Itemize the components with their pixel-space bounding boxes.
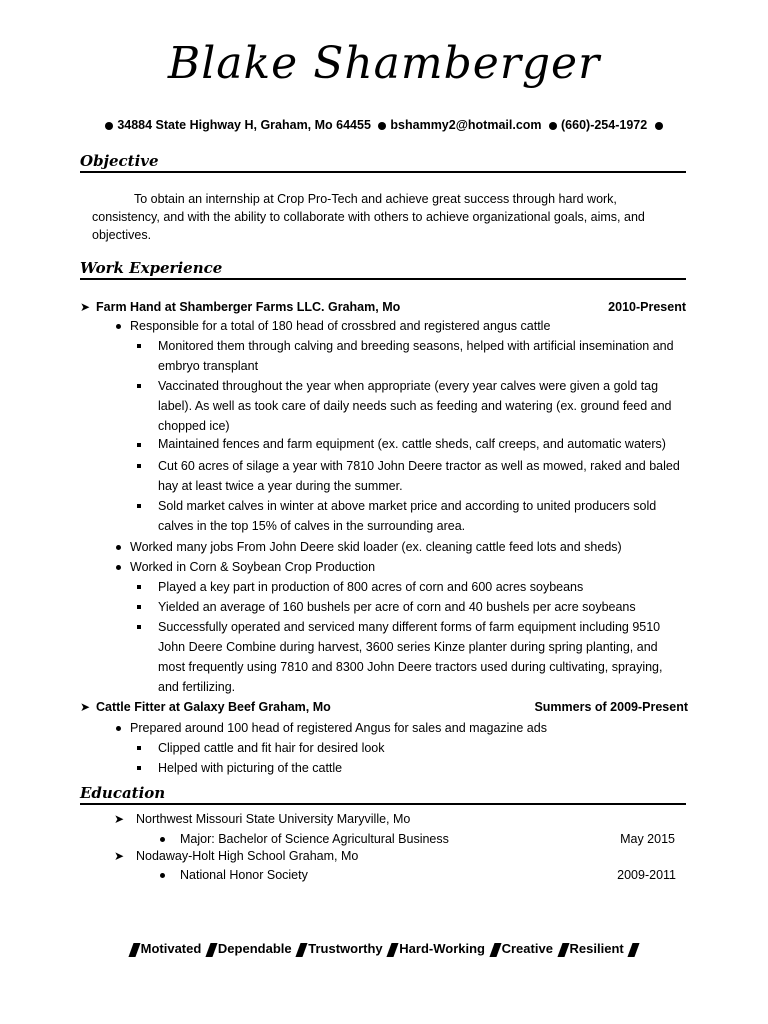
square-bullet-icon — [137, 585, 141, 589]
bullet-dot-icon — [655, 122, 663, 130]
school-1-item: Major: Bachelor of Science Agricultural Business — [180, 832, 449, 846]
square-bullet-icon — [137, 605, 141, 609]
round-bullet-icon — [160, 837, 165, 842]
round-bullet-icon — [116, 726, 121, 731]
square-bullet-icon — [137, 504, 141, 508]
trait: Resilient — [569, 941, 624, 956]
education-section — [80, 784, 686, 805]
job1-bullet-1: Responsible for a total of 180 head of crossbred and registered angus cattle — [130, 319, 551, 333]
job1-bullet-3: Worked in Corn & Soybean Crop Production — [130, 560, 376, 574]
square-bullet-icon — [137, 625, 141, 629]
work-section — [80, 259, 686, 280]
bullet-dot-icon — [105, 122, 113, 130]
objective-text: To obtain an internship at Crop Pro-Tech and achieve great success through hard work, consistency, and with the ability to collaborate with others to achieve organizational goals, aims, and objectives. — [92, 192, 645, 242]
job1-sub-7: Yielded an average of 160 bushels per acre of corn and 40 bushels per acre soybeans — [158, 600, 636, 614]
job1-sub-3: Maintained fences and farm equipment (ex. cattle sheds, calf creeps, and automatic waters) — [158, 437, 666, 451]
slash-divider-icon — [387, 943, 399, 957]
job1-sub-4-text: Cut 60 acres of silage a year with 7810 John Deere tractor as well as mowed, raked and baled hay at least twice a year during the summer. — [158, 459, 680, 493]
job1-sub-8-text: Successfully operated and serviced many different forms of farm equipment including 9510 John Deere Combine during harvest, 3600 series Kinze planter during spring planting, and most frequently using 7810 and 8300 John Deere tractors used during cultivating, spraying, and fertilizing. — [158, 620, 663, 694]
trait: Creative — [501, 941, 553, 956]
job1-sub-5 — [158, 496, 688, 536]
job2-title: Cattle Fitter at Galaxy Beef Graham, Mo — [96, 700, 331, 714]
address: 34884 State Highway H, Graham, Mo 64455 — [117, 118, 371, 132]
slash-divider-icon — [128, 943, 140, 957]
arrow-bullet-icon: ➤ — [80, 700, 91, 714]
bullet-dot-icon — [549, 122, 557, 130]
square-bullet-icon — [137, 464, 141, 468]
square-bullet-icon — [137, 443, 141, 447]
job1-sub-1 — [158, 336, 698, 376]
job1-sub-2 — [158, 376, 688, 436]
arrow-bullet-icon: ➤ — [114, 849, 125, 863]
bullet-dot-icon — [378, 122, 386, 130]
job1-sub-2-text: Vaccinated throughout the year when appropriate (every year calves were given a gold tag label). As well as took care of daily needs such as feeding and watering (ex. ground feed and chopped ice) — [158, 379, 672, 433]
email[interactable]: bshammy2@hotmail.com — [390, 118, 542, 132]
round-bullet-icon — [116, 545, 121, 550]
square-bullet-icon — [137, 746, 141, 750]
arrow-bullet-icon: ➤ — [114, 812, 125, 826]
slash-divider-icon — [557, 943, 569, 957]
job1-sub-6: Played a key part in production of 800 acres of corn and 600 acres soybeans — [158, 580, 584, 594]
trait: Motivated — [140, 941, 202, 956]
job2-sub-1: Clipped cattle and fit hair for desired look — [158, 741, 385, 755]
round-bullet-icon — [160, 873, 165, 878]
job1-dates: 2010-Present — [608, 300, 686, 314]
square-bullet-icon — [137, 766, 141, 770]
section-title-work: Work Experience — [80, 259, 686, 280]
objective-section — [80, 152, 686, 173]
job1-sub-5-text: Sold market calves in winter at above market price and according to united producers sold calves in the top 15% of calves in the surrounding area. — [158, 499, 657, 533]
job1-sub-4 — [158, 456, 688, 496]
square-bullet-icon — [137, 344, 141, 348]
trait: Dependable — [217, 941, 292, 956]
traits-line — [0, 941, 768, 957]
job2-bullet-1: Prepared around 100 head of registered Angus for sales and magazine ads — [130, 721, 547, 735]
job2-dates: Summers of 2009-Present — [534, 700, 688, 714]
job1-sub-1-text: Monitored them through calving and breeding seasons, helped with artificial insemination and embryo transplant — [158, 339, 674, 373]
school-2: Nodaway-Holt High School Graham, Mo — [136, 849, 359, 863]
section-title-education: Education — [80, 784, 686, 805]
arrow-bullet-icon: ➤ — [80, 300, 91, 314]
trait: Hard-Working — [399, 941, 485, 956]
school-2-item: National Honor Society — [180, 868, 308, 882]
job1-bullet-2: Worked many jobs From John Deere skid loader (ex. cleaning cattle feed lots and sheds) — [130, 540, 622, 554]
slash-divider-icon — [628, 943, 640, 957]
school-2-date: 2009-2011 — [617, 868, 676, 882]
school-1: Northwest Missouri State University Maryville, Mo — [136, 812, 411, 826]
trait: Trustworthy — [308, 941, 383, 956]
school-1-date: May 2015 — [620, 832, 675, 846]
job1-sub-8 — [158, 617, 678, 697]
contact-line — [0, 118, 768, 132]
round-bullet-icon — [116, 324, 121, 329]
candidate-name: Blake Shamberger — [167, 38, 601, 89]
job2-sub-2: Helped with picturing of the cattle — [158, 761, 343, 775]
section-title-objective: Objective — [80, 152, 686, 173]
slash-divider-icon — [296, 943, 308, 957]
phone: (660)-254-1972 — [561, 118, 648, 132]
slash-divider-icon — [489, 943, 501, 957]
round-bullet-icon — [116, 565, 121, 570]
square-bullet-icon — [137, 384, 141, 388]
job1-title: Farm Hand at Shamberger Farms LLC. Graham, Mo — [96, 300, 401, 314]
slash-divider-icon — [205, 943, 217, 957]
